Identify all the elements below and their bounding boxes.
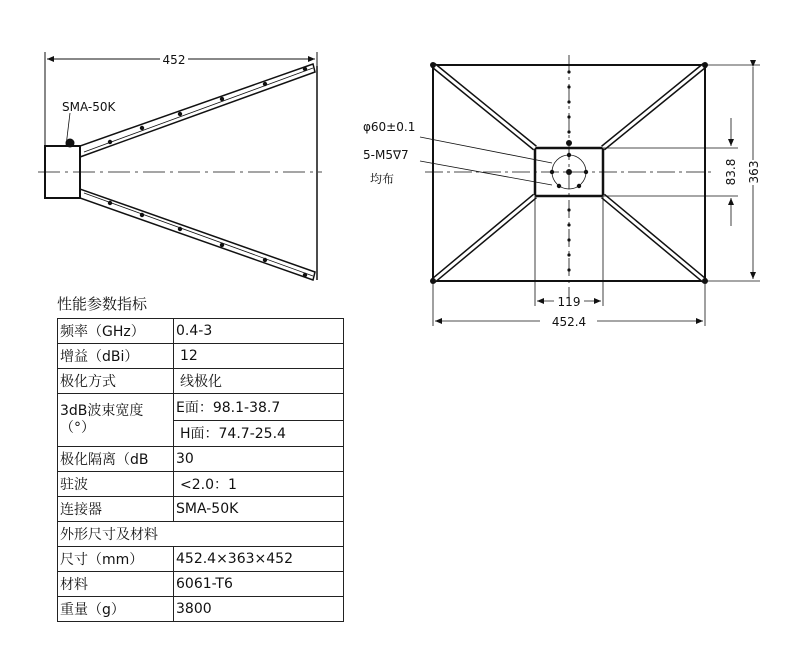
table-row	[58, 547, 344, 572]
side-view	[38, 52, 322, 280]
table-row	[58, 497, 344, 522]
table-row	[58, 472, 344, 497]
inner-width-label: 119	[557, 295, 581, 309]
conn-value: SMA-50K	[174, 497, 344, 522]
table-row	[58, 447, 344, 472]
weight-key: 重量（g）	[58, 597, 174, 622]
size-value: 452.4×363×452	[174, 547, 344, 572]
table-row	[58, 319, 344, 344]
vswr-value: <2.0：1	[174, 472, 344, 497]
even-label: 均布	[370, 172, 395, 186]
spec-table	[57, 318, 344, 622]
outer-height-label: 363	[747, 160, 761, 184]
outer-width-label: 452.4	[551, 315, 587, 329]
spec-title: 性能参数指标	[57, 295, 148, 313]
pol-key: 极化方式	[58, 369, 174, 394]
table-row	[58, 394, 344, 421]
table-row	[58, 597, 344, 622]
gain-key: 增益（dBi）	[58, 344, 174, 369]
table-row	[58, 344, 344, 369]
connector-label: SMA-50K	[62, 100, 116, 114]
table-row	[58, 572, 344, 597]
thread-label: 5-M5∇7	[363, 148, 409, 162]
hole-circle-label: φ60±0.1	[363, 120, 416, 134]
iso-key: 极化隔离（dB	[58, 447, 174, 472]
beam-key: 3dB波束宽度（°）	[58, 394, 174, 447]
size-key: 尺寸（mm）	[58, 547, 174, 572]
front-view	[420, 55, 760, 326]
conn-key: 连接器	[58, 497, 174, 522]
section-size-material: 外形尺寸及材料	[58, 522, 344, 547]
material-key: 材料	[58, 572, 174, 597]
table-row	[58, 369, 344, 394]
weight-value: 3800	[174, 597, 344, 622]
gain-value: 12	[174, 344, 344, 369]
pol-value: 线极化	[174, 369, 344, 394]
vswr-key: 驻波	[58, 472, 174, 497]
table-row	[58, 522, 344, 547]
side-length-label: 452	[162, 53, 186, 67]
material-value: 6061-T6	[174, 572, 344, 597]
iso-value: 30	[174, 447, 344, 472]
freq-key: 频率（GHz）	[58, 319, 174, 344]
beam-h-value: H面：74.7-25.4	[174, 420, 344, 447]
inner-height-label: 83.8	[724, 158, 738, 186]
freq-value: 0.4-3	[174, 319, 344, 344]
beam-e-value: E面：98.1-38.7	[174, 394, 344, 421]
